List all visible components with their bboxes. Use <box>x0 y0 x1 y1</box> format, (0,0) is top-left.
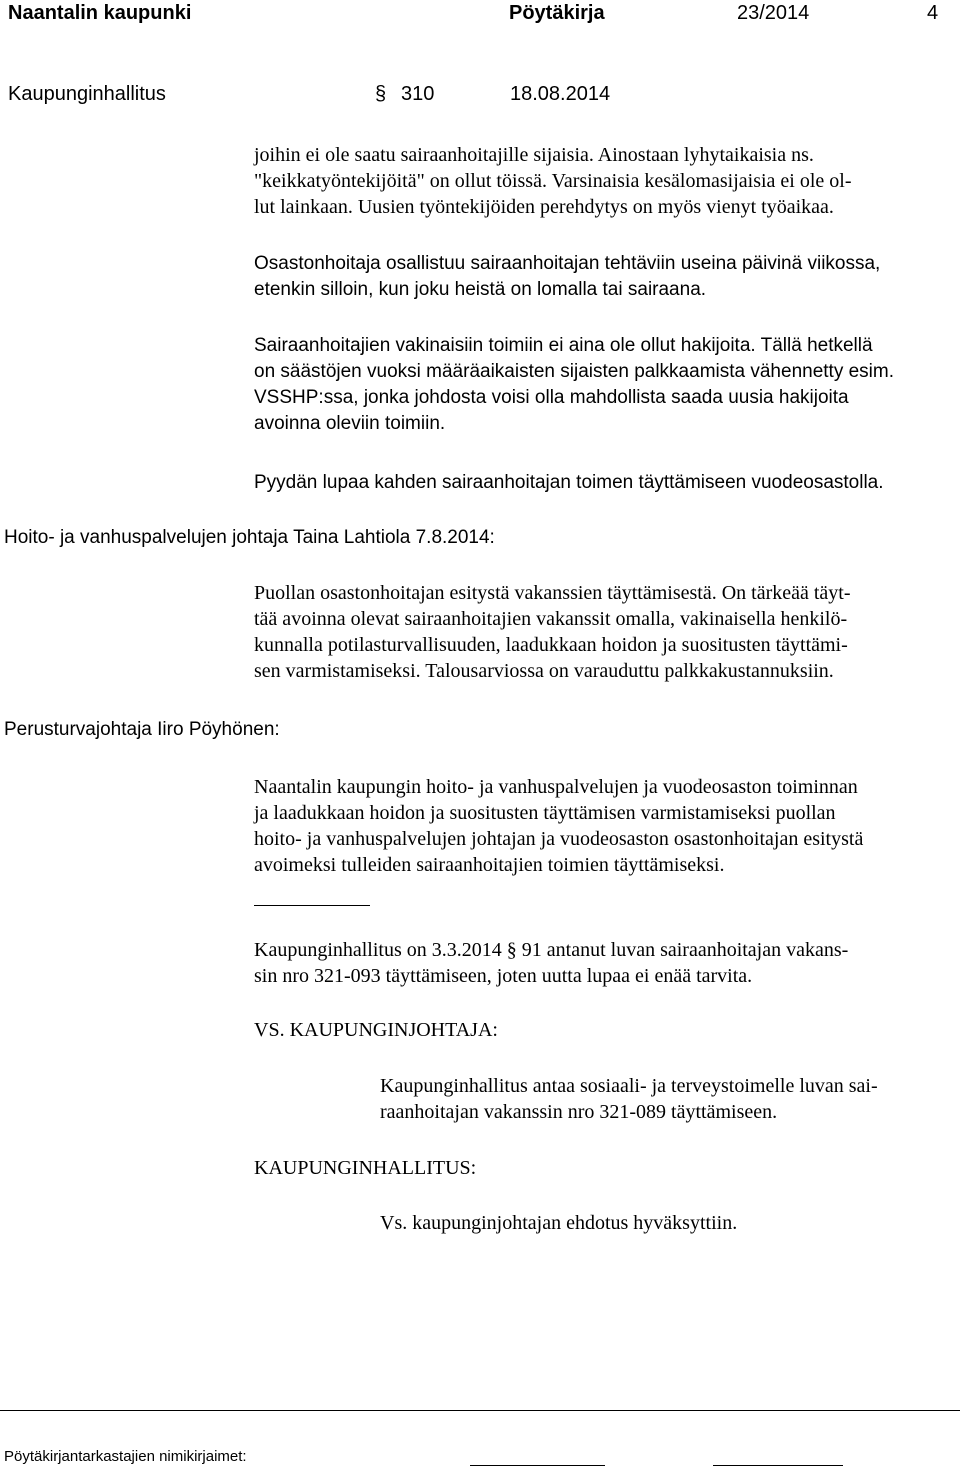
signature-line <box>470 1465 605 1466</box>
paragraph-previous-decision <box>254 937 960 989</box>
footer-rule <box>0 1410 960 1411</box>
paragraph-staffing <box>254 142 960 220</box>
paragraph-social-director-statement <box>254 774 960 878</box>
statement-label-social-director: Perusturvajohtaja Iiro Pöyhönen: <box>4 719 280 740</box>
statement-label-care-director: Hoito- ja vanhuspalvelujen johtaja Taina Lahtiola 7.8.2014: <box>4 527 495 548</box>
signatures-label: Pöytäkirjantarkastajien nimikirjaimet: <box>4 1448 247 1465</box>
text-line: Kaupunginhallitus on 3.3.2014 § 91 antanut luvan sairaanhoitajan vakans- <box>254 939 849 961</box>
text-line: "keikkatyöntekijöitä" on ollut töissä. Varsinaisia kesälomasijaisia ei ole ol- <box>254 170 852 192</box>
text-line: VSSHP:ssa, jonka johdosta voisi olla mahdollista saada uusia hakijoita <box>254 387 849 408</box>
city-name: Naantalin kaupunki <box>8 2 192 24</box>
page-number: 4 <box>927 2 939 24</box>
paragraph-head-nurse <box>254 251 960 303</box>
paragraph-request <box>254 470 960 496</box>
issue-number: 23/2014 <box>737 2 810 24</box>
text-line: Vs. kaupunginjohtajan ehdotus hyväksyttiin. <box>380 1212 738 1234</box>
text-line: Puollan osastonhoitajan esitystä vakanssien täyttämisestä. On tärkeää täyt- <box>254 582 851 604</box>
section-mark: § <box>375 83 387 105</box>
text-line: hoito- ja vanhuspalvelujen johtajan ja vuodeosaston osastonhoitajan esitystä <box>254 828 864 850</box>
text-line: avoinna oleviin toimiin. <box>254 413 446 434</box>
text-line: Osastonhoitaja osallistuu sairaanhoitajan tehtäviin useina päivinä viikossa, <box>254 253 881 274</box>
text-line: lut lainkaan. Uusien työntekijöiden perehdytys on myös vienyt työaikaa. <box>254 196 834 218</box>
board-name: Kaupunginhallitus <box>8 83 166 105</box>
decision-label: KAUPUNGINHALLITUS: <box>254 1157 477 1179</box>
text-line: sin nro 321-093 täyttämiseen, joten uutta lupaa ei enää tarvita. <box>254 965 753 987</box>
text-line: raanhoitajan vakanssin nro 321-089 täyttämiseen. <box>380 1101 778 1123</box>
text-line: kunnalla potilasturvallisuuden, laadukkaan hoidon ja suositusten täyttämi- <box>254 634 848 656</box>
text-line: tää avoinna olevat sairaanhoitajien vakanssit omalla, vakinaisella henkilö- <box>254 608 848 630</box>
text-line: etenkin silloin, kun joku heistä on lomalla tai sairaana. <box>254 279 707 300</box>
text-line: Sairaanhoitajien vakinaisiin toimiin ei aina ole ollut hakijoita. Tällä hetkellä <box>254 335 873 356</box>
text-line: sen varmistamiseksi. Talousarviossa on varauduttu palkkakustannuksiin. <box>254 660 834 682</box>
text-line: ja laadukkaan hoidon ja suositusten täyttämisen varmistamiseksi puollan <box>254 802 836 824</box>
paragraph-applicants <box>254 333 960 437</box>
section-number: 310 <box>401 83 435 105</box>
proposal-label: VS. KAUPUNGINJOHTAJA: <box>254 1019 498 1041</box>
text-line: on säästöjen vuoksi määräaikaisten sijaisten palkkaamista vähennetty esim. <box>254 361 894 382</box>
text-line: avoimeksi tulleiden sairaanhoitajien toimien täyttämiseksi. <box>254 854 725 876</box>
meeting-date: 18.08.2014 <box>510 83 611 105</box>
signature-line <box>713 1465 843 1466</box>
paragraph-proposal <box>380 1073 960 1125</box>
text-line: joihin ei ole saatu sairaanhoitajille sijaisia. Ainostaan lyhytaikaisia ns. <box>254 144 814 166</box>
paragraph-care-director-statement <box>254 580 960 684</box>
paragraph-decision <box>380 1210 960 1236</box>
text-line: Pyydän lupaa kahden sairaanhoitajan toimen täyttämiseen vuodeosastolla. <box>254 472 884 493</box>
text-line: Kaupunginhallitus antaa sosiaali- ja terveystoimelle luvan sai- <box>380 1075 878 1097</box>
separator-line <box>254 905 370 906</box>
text-line: Naantalin kaupungin hoito- ja vanhuspalvelujen ja vuodeosaston toiminnan <box>254 776 858 798</box>
document-type: Pöytäkirja <box>509 2 605 24</box>
